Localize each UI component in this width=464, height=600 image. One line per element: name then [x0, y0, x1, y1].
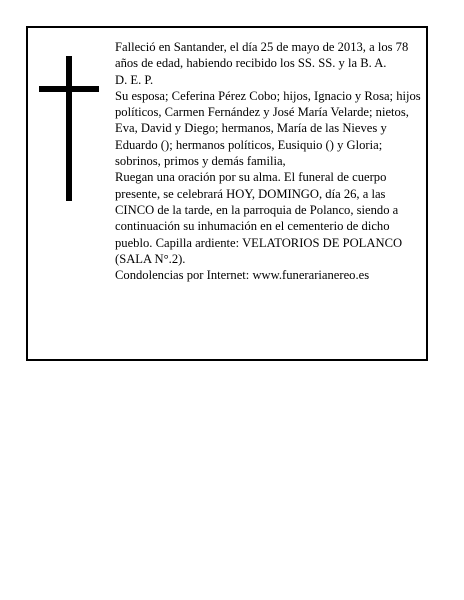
obituary-notice [26, 26, 428, 361]
notice-text [115, 39, 425, 283]
funeral-details: Ruegan una oración por su alma. El funeral de cuerpo presente, se celebrará HOY, DOMINGO, día 26, a las CINCO de la tarde, en la parroquia de Polanco, siendo a continuación su inhumación en el cementerio de dicho pueblo. Capilla ardiente: VELATORIOS DE POLANCO (SALA N°.2). [115, 170, 403, 266]
death-announcement: Falleció en Santander, el día 25 de mayo de 2013, a los 78 años de edad, habiendo recibido los SS. SS. y la B. A. [115, 40, 409, 71]
cross-vertical-bar [66, 56, 72, 201]
cross-icon [39, 56, 99, 201]
rip-line: D. E. P. [115, 72, 154, 87]
cross-horizontal-bar [39, 86, 99, 92]
family-list: Su esposa; Ceferina Pérez Cobo; hijos, Ignacio y Rosa; hijos políticos, Carmen Fernández y José María Velarde; nietos, Eva, David y Diego; hermanos, María de las Nieves y Eduardo (); hermanos políticos, Eusiquio () y Gloria; sobrinos, primos y demás familia, [115, 88, 421, 169]
condolences-line: Condolencias por Internet: www.funerarianereo.es [115, 268, 370, 283]
